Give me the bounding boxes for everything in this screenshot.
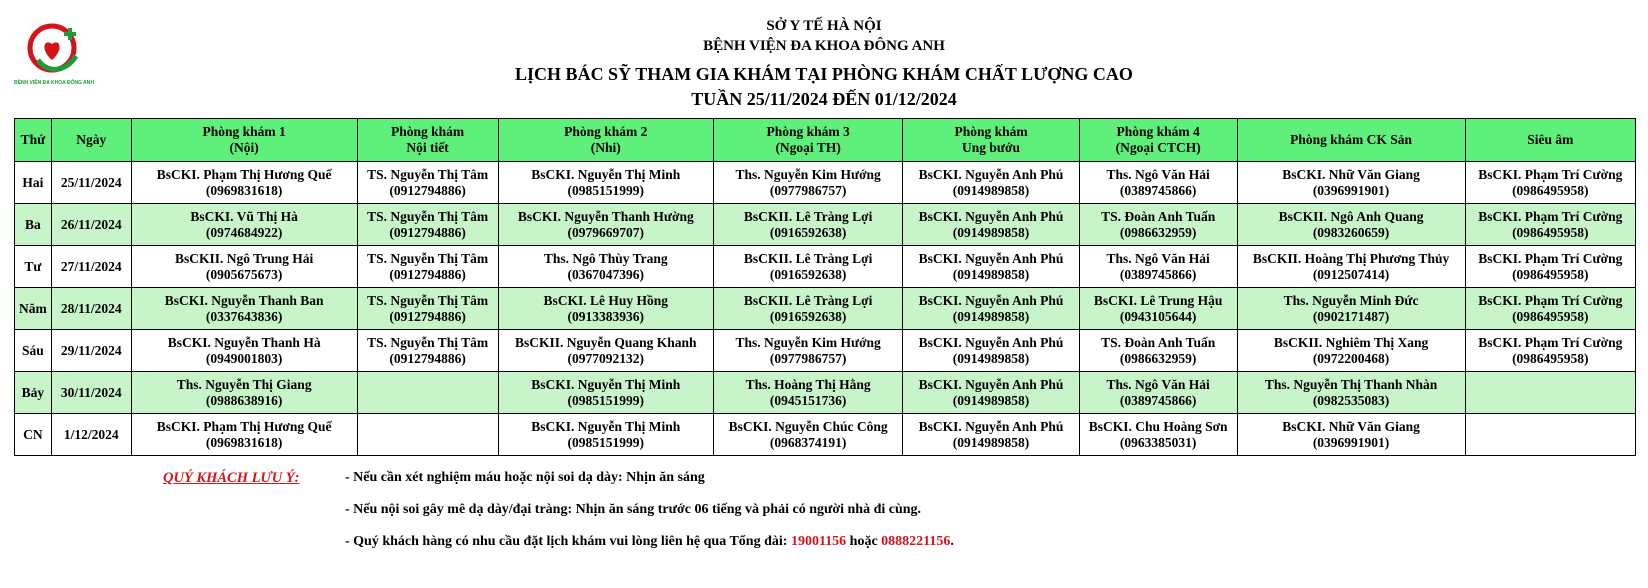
doctor-name: BsCKI. Nguyễn Anh Phú bbox=[918, 208, 1064, 224]
doctor-phone: (0968374191) bbox=[769, 434, 847, 450]
column-header bbox=[131, 119, 357, 162]
column-header-title: Phòng khám 3 bbox=[766, 124, 850, 139]
doctor-cell bbox=[1465, 288, 1635, 330]
doctor-name: Ths. Nguyễn Kim Hướng bbox=[735, 334, 881, 350]
doctor-phone: (0986495958) bbox=[1512, 266, 1589, 282]
doctor-name: BsCKI. Phạm Trí Cường bbox=[1478, 208, 1623, 224]
doctor-cell bbox=[498, 330, 714, 372]
doctor-name: BsCKI. Phạm Trí Cường bbox=[1478, 334, 1623, 350]
doctor-phone: (0979669707) bbox=[567, 224, 645, 240]
column-header bbox=[903, 119, 1080, 162]
doctor-cell bbox=[498, 204, 714, 246]
logo-caption: BỆNH VIỆN ĐA KHOA ĐÔNG ANH bbox=[14, 80, 95, 86]
doctor-cell bbox=[131, 246, 357, 288]
note-line-1: - Nếu cần xét nghiệm máu hoặc nội soi dạ dày: Nhịn ăn sáng bbox=[345, 470, 705, 485]
doctor-cell bbox=[714, 372, 903, 414]
doctor-phone: (0914989858) bbox=[952, 266, 1030, 282]
doctor-phone: (0914989858) bbox=[952, 392, 1030, 408]
doctor-cell bbox=[1237, 204, 1465, 246]
doctor-name: BsCKI. Nhữ Văn Giang bbox=[1282, 166, 1420, 182]
doctor-name: BsCKI. Nguyễn Thanh Ban bbox=[164, 292, 324, 308]
doctor-cell bbox=[903, 204, 1080, 246]
doctor-name: BsCKI. Phạm Trí Cường bbox=[1478, 166, 1623, 182]
doctor-cell bbox=[1465, 162, 1635, 204]
doctor-phone: (0912794886) bbox=[389, 266, 466, 282]
doctor-cell bbox=[1237, 414, 1465, 456]
column-header bbox=[357, 119, 498, 162]
doctor-name: Ths. Nguyễn Thị Giang bbox=[176, 376, 312, 392]
column-header-title: Siêu âm bbox=[1527, 132, 1574, 147]
doctor-phone: (0986495958) bbox=[1512, 182, 1589, 198]
doctor-name: BsCKI. Nguyễn Thị Minh bbox=[531, 418, 681, 434]
doctor-cell bbox=[357, 204, 498, 246]
doctor-name: BsCKI. Nguyễn Anh Phú bbox=[918, 250, 1064, 266]
hotline-2[interactable]: 0888221156 bbox=[881, 534, 951, 549]
doctor-phone: (0969831618) bbox=[205, 434, 283, 450]
doctor-phone: (0912794886) bbox=[389, 308, 466, 324]
doctor-cell bbox=[1079, 414, 1237, 456]
hospital-name: BỆNH VIỆN ĐA KHOA ĐÔNG ANH bbox=[703, 38, 945, 54]
doctor-cell bbox=[498, 414, 714, 456]
doctor-phone: (0396991901) bbox=[1312, 182, 1390, 198]
doctor-cell bbox=[714, 330, 903, 372]
doctor-name: BsCKII. Hoàng Thị Phương Thủy bbox=[1252, 250, 1450, 266]
doctor-phone: (0963385031) bbox=[1119, 434, 1197, 450]
doctor-name: TS. Nguyễn Thị Tâm bbox=[367, 208, 489, 224]
column-header bbox=[1079, 119, 1237, 162]
doctor-cell bbox=[1237, 288, 1465, 330]
doctor-cell bbox=[357, 414, 498, 456]
column-header-subtitle: Nội tiết bbox=[406, 140, 449, 155]
doctor-phone: (0982535083) bbox=[1312, 392, 1390, 408]
doctor-cell bbox=[714, 162, 903, 204]
column-header-title: Thứ bbox=[20, 132, 46, 147]
doctor-cell bbox=[903, 372, 1080, 414]
column-header-subtitle: Ung bướu bbox=[962, 140, 1021, 155]
weekday-cell: Năm bbox=[15, 288, 52, 330]
note-line-3-end: . bbox=[950, 534, 954, 549]
doctor-name: BsCKI. Phạm Trí Cường bbox=[1478, 292, 1623, 308]
doctor-name: BsCKI. Nguyễn Anh Phú bbox=[918, 376, 1064, 392]
doctor-name: BsCKII. Nghiêm Thị Xang bbox=[1273, 334, 1429, 350]
doctor-name: BsCKI. Nguyễn Thị Minh bbox=[531, 166, 681, 182]
doctor-cell bbox=[357, 372, 498, 414]
doctor-phone: (0914989858) bbox=[952, 182, 1030, 198]
doctor-name: BsCKI. Nguyễn Thanh Hường bbox=[517, 208, 694, 224]
doctor-name: TS. Nguyễn Thị Tâm bbox=[367, 292, 489, 308]
doctor-name: BsCKII. Lê Tràng Lợi bbox=[743, 250, 873, 266]
doctor-cell bbox=[498, 288, 714, 330]
doctor-name: BsCKI. Nguyễn Anh Phú bbox=[918, 292, 1064, 308]
doctor-cell bbox=[1237, 162, 1465, 204]
doctor-name: Ths. Hoàng Thị Hằng bbox=[745, 376, 871, 392]
column-header-subtitle: (Nội) bbox=[229, 140, 259, 155]
note-line-2: - Nếu nội soi gây mê dạ dày/đại tràng: Nhịn ăn sáng trước 06 tiếng và phải có người nhà đi cùng. bbox=[345, 502, 922, 517]
doctor-cell bbox=[357, 330, 498, 372]
doctor-cell bbox=[498, 162, 714, 204]
table-row bbox=[15, 204, 1636, 246]
doctor-name: Ths. Ngô Thùy Trang bbox=[543, 250, 668, 266]
doctor-cell bbox=[714, 204, 903, 246]
doctor-phone: (0983260659) bbox=[1312, 224, 1390, 240]
column-header-subtitle: (Ngoại CTCH) bbox=[1115, 140, 1201, 155]
doctor-cell bbox=[903, 162, 1080, 204]
weekday-cell: Tư bbox=[15, 246, 52, 288]
doctor-cell bbox=[1079, 288, 1237, 330]
table-header-row bbox=[15, 119, 1636, 162]
weekday-cell: Bảy bbox=[15, 372, 52, 414]
doctor-cell bbox=[714, 414, 903, 456]
schedule-table bbox=[14, 118, 1636, 456]
doctor-name: BsCKI. Nguyễn Anh Phú bbox=[918, 166, 1064, 182]
date-cell: 28/11/2024 bbox=[51, 288, 131, 330]
doctor-phone: (0914989858) bbox=[952, 308, 1030, 324]
table-row bbox=[15, 246, 1636, 288]
doctor-cell bbox=[498, 246, 714, 288]
doctor-cell bbox=[357, 162, 498, 204]
note-line-3-text: - Quý khách hàng có nhu cầu đặt lịch khám vui lòng liên hệ qua Tổng đài: bbox=[345, 534, 791, 549]
doctor-name: BsCKI. Nguyễn Thanh Hà bbox=[167, 334, 321, 350]
column-header-title: Phòng khám bbox=[954, 124, 1028, 139]
doctor-name: TS. Nguyễn Thị Tâm bbox=[367, 334, 489, 350]
doctor-name: BsCKII. Lê Tràng Lợi bbox=[743, 292, 873, 308]
doctor-name: BsCKI. Nguyễn Anh Phú bbox=[918, 334, 1064, 350]
hotline-1[interactable]: 19001156 bbox=[790, 534, 847, 549]
doctor-phone: (0916592638) bbox=[769, 224, 847, 240]
doctor-phone: (0986495958) bbox=[1512, 350, 1589, 366]
doctor-name: BsCKI. Phạm Thị Hương Quế bbox=[156, 166, 332, 182]
column-header bbox=[51, 119, 131, 162]
doctor-name: BsCKI. Phạm Trí Cường bbox=[1478, 250, 1623, 266]
doctor-phone: (0914989858) bbox=[952, 434, 1030, 450]
doctor-cell bbox=[131, 414, 357, 456]
date-cell: 25/11/2024 bbox=[51, 162, 131, 204]
doctor-phone: (0985151999) bbox=[567, 434, 645, 450]
doctor-cell bbox=[1079, 162, 1237, 204]
doctor-name: Ths. Nguyễn Kim Hướng bbox=[735, 166, 881, 182]
doctor-name: TS. Đoàn Anh Tuấn bbox=[1101, 334, 1216, 350]
doctor-phone: (0916592638) bbox=[769, 266, 847, 282]
doctor-phone: (0913383936) bbox=[567, 308, 645, 324]
doctor-name: BsCKI. Phạm Thị Hương Quế bbox=[156, 418, 332, 434]
doctor-cell bbox=[1237, 372, 1465, 414]
doctor-cell bbox=[131, 162, 357, 204]
column-header-title: Phòng khám CK Sản bbox=[1290, 132, 1413, 147]
doctor-cell bbox=[1079, 330, 1237, 372]
column-header bbox=[15, 119, 52, 162]
doctor-phone: (0367047396) bbox=[567, 266, 645, 282]
table-row bbox=[15, 414, 1636, 456]
column-header bbox=[714, 119, 903, 162]
doctor-phone: (0985151999) bbox=[567, 392, 645, 408]
column-header-title: Phòng khám 1 bbox=[202, 124, 286, 139]
doctor-phone: (0337643836) bbox=[205, 308, 283, 324]
doctor-phone: (0945151736) bbox=[769, 392, 847, 408]
doctor-phone: (0389745866) bbox=[1119, 266, 1197, 282]
doctor-phone: (0986632959) bbox=[1119, 224, 1197, 240]
column-header bbox=[1237, 119, 1465, 162]
table-row bbox=[15, 288, 1636, 330]
date-cell: 30/11/2024 bbox=[51, 372, 131, 414]
doctor-cell bbox=[131, 288, 357, 330]
column-header-subtitle: (Ngoại TH) bbox=[775, 140, 841, 155]
doctor-cell bbox=[1079, 246, 1237, 288]
doctor-cell bbox=[714, 246, 903, 288]
doctor-name: BsCKI. Nguyễn Chúc Công bbox=[728, 418, 888, 434]
doctor-phone: (0974684922) bbox=[205, 224, 283, 240]
doctor-name: Ths. Ngô Văn Hải bbox=[1106, 376, 1210, 392]
table-row bbox=[15, 162, 1636, 204]
column-header bbox=[498, 119, 714, 162]
doctor-cell bbox=[1465, 330, 1635, 372]
doctor-cell bbox=[1465, 414, 1635, 456]
doctor-name: Ths. Ngô Văn Hải bbox=[1106, 250, 1210, 266]
date-cell: 26/11/2024 bbox=[51, 204, 131, 246]
table-row bbox=[15, 372, 1636, 414]
doctor-phone: (0912507414) bbox=[1312, 266, 1390, 282]
doctor-phone: (0949001803) bbox=[205, 350, 283, 366]
doctor-name: Ths. Nguyễn Minh Đức bbox=[1283, 292, 1419, 308]
doctor-phone: (0986495958) bbox=[1512, 308, 1589, 324]
notes-title: QUÝ KHÁCH LƯU Ý: bbox=[163, 470, 300, 486]
doctor-phone: (0389745866) bbox=[1119, 182, 1197, 198]
doctor-cell bbox=[1465, 204, 1635, 246]
doctor-cell bbox=[1079, 204, 1237, 246]
doctor-cell bbox=[498, 372, 714, 414]
doctor-cell bbox=[1237, 246, 1465, 288]
doctor-phone: (0988638916) bbox=[205, 392, 283, 408]
doctor-cell bbox=[131, 204, 357, 246]
doctor-name: BsCKI. Nguyễn Thị Minh bbox=[531, 376, 681, 392]
note-line-3-mid: hoặc bbox=[846, 534, 882, 549]
doctor-phone: (0914989858) bbox=[952, 224, 1030, 240]
page-title: LỊCH BÁC SỸ THAM GIA KHÁM TẠI PHÒNG KHÁM CHẤT LƯỢNG CAO bbox=[515, 64, 1133, 84]
doctor-phone: (0986632959) bbox=[1119, 350, 1197, 366]
doctor-cell bbox=[1465, 246, 1635, 288]
doctor-name: BsCKI. Chu Hoàng Sơn bbox=[1088, 418, 1228, 434]
doctor-cell bbox=[903, 414, 1080, 456]
doctor-phone: (0969831618) bbox=[205, 182, 283, 198]
doctor-phone: (0986495958) bbox=[1512, 224, 1589, 240]
table-row bbox=[15, 330, 1636, 372]
doctor-cell bbox=[131, 330, 357, 372]
column-header-title: Ngày bbox=[76, 132, 107, 147]
doctor-phone: (0977986757) bbox=[769, 350, 847, 366]
column-header bbox=[1465, 119, 1635, 162]
doctor-phone: (0977986757) bbox=[769, 182, 847, 198]
doctor-cell bbox=[1237, 330, 1465, 372]
doctor-cell bbox=[1079, 372, 1237, 414]
doctor-name: BsCKII. Ngô Trung Hải bbox=[175, 250, 314, 266]
doctor-name: BsCKI. Vũ Thị Hà bbox=[190, 208, 298, 224]
date-cell: 27/11/2024 bbox=[51, 246, 131, 288]
doctor-phone: (0902171487) bbox=[1312, 308, 1390, 324]
doctor-phone: (0977092132) bbox=[567, 350, 645, 366]
doctor-cell bbox=[357, 288, 498, 330]
doctor-name: BsCKII. Lê Tràng Lợi bbox=[743, 208, 873, 224]
doctor-cell bbox=[903, 330, 1080, 372]
doctor-cell bbox=[714, 288, 903, 330]
weekday-cell: CN bbox=[15, 414, 52, 456]
column-header-title: Phòng khám bbox=[391, 124, 465, 139]
doctor-phone: (0912794886) bbox=[389, 224, 466, 240]
column-header-title: Phòng khám 2 bbox=[564, 124, 648, 139]
doctor-name: Ths. Ngô Văn Hải bbox=[1106, 166, 1210, 182]
doctor-name: BsCKI. Nguyễn Anh Phú bbox=[918, 418, 1064, 434]
doctor-cell bbox=[1465, 372, 1635, 414]
doctor-name: Ths. Nguyễn Thị Thanh Nhàn bbox=[1264, 376, 1438, 392]
doctor-phone: (0396991901) bbox=[1312, 434, 1390, 450]
authority-name: SỞ Y TẾ HÀ NỘI bbox=[766, 18, 882, 34]
column-header-subtitle: (Nhi) bbox=[590, 140, 621, 155]
doctor-name: TS. Nguyễn Thị Tâm bbox=[367, 250, 489, 266]
doctor-phone: (0943105644) bbox=[1119, 308, 1197, 324]
doctor-phone: (0912794886) bbox=[389, 182, 466, 198]
doctor-phone: (0912794886) bbox=[389, 350, 466, 366]
doctor-phone: (0905675673) bbox=[205, 266, 283, 282]
doctor-cell bbox=[357, 246, 498, 288]
doctor-phone: (0916592638) bbox=[769, 308, 847, 324]
weekday-cell: Hai bbox=[15, 162, 52, 204]
doctor-cell bbox=[131, 372, 357, 414]
column-header-title: Phòng khám 4 bbox=[1116, 124, 1200, 139]
doctor-name: BsCKI. Nhữ Văn Giang bbox=[1282, 418, 1420, 434]
doctor-name: BsCKI. Lê Huy Hồng bbox=[543, 292, 669, 308]
doctor-name: TS. Nguyễn Thị Tâm bbox=[367, 166, 489, 182]
doctor-cell bbox=[903, 246, 1080, 288]
note-line-3 bbox=[345, 534, 954, 550]
week-range: TUẦN 25/11/2024 ĐẾN 01/12/2024 bbox=[691, 89, 957, 109]
doctor-phone: (0914989858) bbox=[952, 350, 1030, 366]
doctor-phone: (0389745866) bbox=[1119, 392, 1197, 408]
weekday-cell: Ba bbox=[15, 204, 52, 246]
doctor-name: TS. Đoàn Anh Tuấn bbox=[1101, 208, 1216, 224]
doctor-name: BsCKII. Nguyễn Quang Khanh bbox=[514, 334, 697, 350]
date-cell: 1/12/2024 bbox=[51, 414, 131, 456]
doctor-cell bbox=[903, 288, 1080, 330]
date-cell: 29/11/2024 bbox=[51, 330, 131, 372]
doctor-name: BsCKII. Ngô Anh Quang bbox=[1278, 208, 1424, 224]
doctor-phone: (0985151999) bbox=[567, 182, 645, 198]
weekday-cell: Sáu bbox=[15, 330, 52, 372]
doctor-phone: (0972200468) bbox=[1312, 350, 1390, 366]
doctor-name: BsCKI. Lê Trung Hậu bbox=[1093, 292, 1223, 308]
